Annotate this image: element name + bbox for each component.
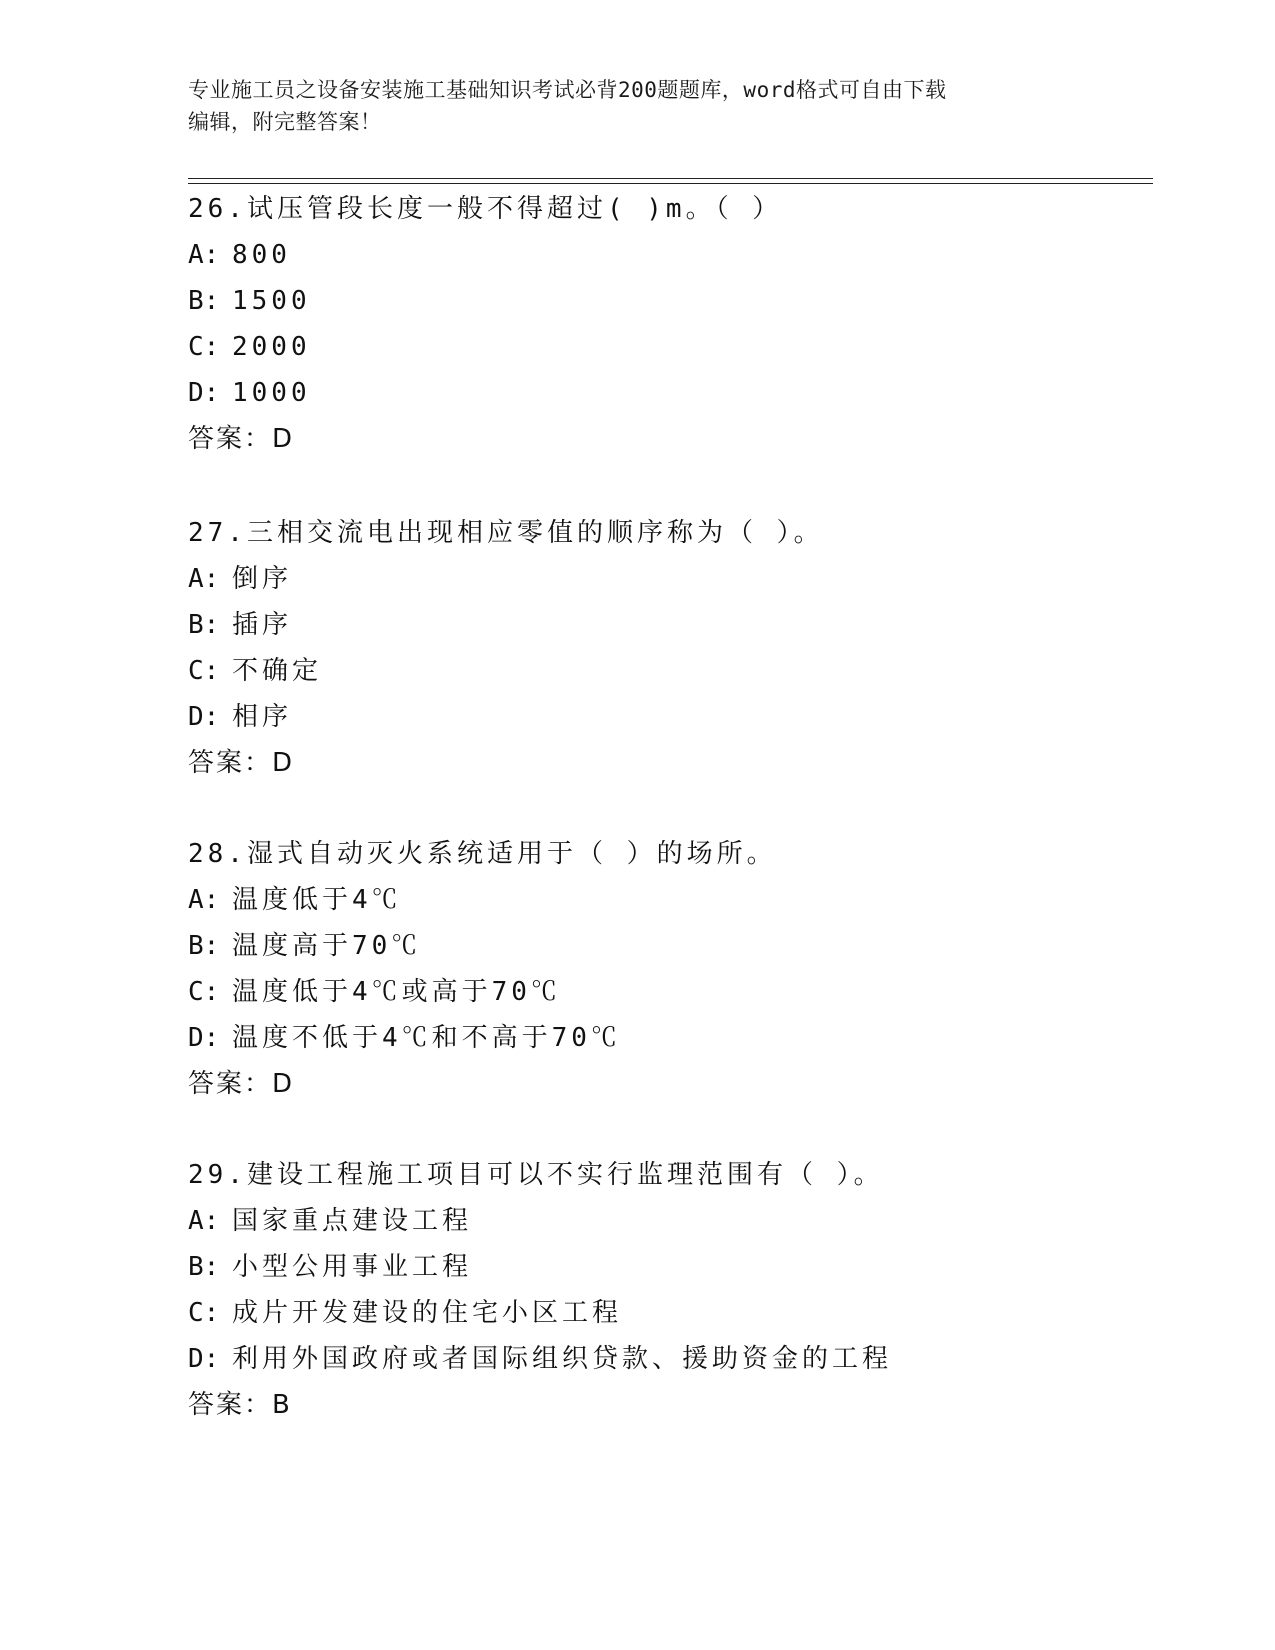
option-c [188, 969, 1148, 1015]
option-key: C: [188, 656, 220, 686]
option-key: D: [188, 702, 220, 732]
option-key: C: [188, 332, 220, 362]
option-key: A: [188, 1206, 220, 1236]
option-c [188, 1290, 1148, 1336]
option-key: D: [188, 378, 220, 408]
option-text: 插序 [232, 610, 293, 640]
header-divider-bottom [188, 183, 1153, 184]
option-b [188, 923, 1148, 969]
option-d [188, 694, 1148, 740]
header-line-2: 编辑，附完整答案！ [188, 110, 382, 134]
option-key: B: [188, 931, 220, 961]
question-stem: 29.建设工程施工项目可以不实行监理范围有（ ）。 [188, 1160, 884, 1190]
option-text: 温度高于70℃ [232, 931, 422, 961]
question-27 [188, 510, 1148, 786]
option-text: 1000 [232, 378, 311, 408]
option-key: B: [188, 1252, 220, 1282]
option-c [188, 324, 1148, 370]
option-key: C: [188, 1298, 220, 1328]
document-header [188, 74, 1088, 138]
option-c [188, 648, 1148, 694]
option-text: 利用外国政府或者国际组织贷款、援助资金的工程 [232, 1344, 893, 1374]
option-b [188, 602, 1148, 648]
option-text: 800 [232, 240, 291, 270]
question-28 [188, 831, 1148, 1107]
option-d [188, 1015, 1148, 1061]
option-text: 1500 [232, 286, 311, 316]
option-a [188, 556, 1148, 602]
question-stem: 28.湿式自动灭火系统适用于（ ）的场所。 [188, 839, 777, 869]
answer: 答案：B [188, 1390, 292, 1420]
option-text: 温度低于4℃或高于70℃ [232, 977, 561, 1007]
header-divider-top [188, 178, 1153, 179]
header-line-1: 专业施工员之设备安装施工基础知识考试必背200题题库，word格式可自由下载 [188, 78, 947, 102]
option-b [188, 1244, 1148, 1290]
answer: 答案：D [188, 748, 295, 778]
option-text: 2000 [232, 332, 311, 362]
option-text: 倒序 [232, 564, 293, 594]
option-text: 小型公用事业工程 [232, 1252, 473, 1282]
option-text: 成片开发建设的住宅小区工程 [232, 1298, 623, 1328]
option-b [188, 278, 1148, 324]
option-key: D: [188, 1023, 220, 1053]
option-text: 不确定 [232, 656, 323, 686]
option-d [188, 1336, 1148, 1382]
option-key: B: [188, 610, 220, 640]
option-key: C: [188, 977, 220, 1007]
option-key: D: [188, 1344, 220, 1374]
option-d [188, 370, 1148, 416]
option-key: A: [188, 564, 220, 594]
option-key: A: [188, 240, 220, 270]
question-stem: 27.三相交流电出现相应零值的顺序称为（ ）。 [188, 518, 824, 548]
option-a [188, 1198, 1148, 1244]
option-text: 温度低于4℃ [232, 885, 402, 915]
option-key: A: [188, 885, 220, 915]
option-a [188, 232, 1148, 278]
question-26 [188, 186, 1148, 462]
question-stem: 26.试压管段长度一般不得超过( )m。（ ） [188, 194, 783, 224]
option-key: B: [188, 286, 220, 316]
answer: 答案：D [188, 424, 295, 454]
option-a [188, 877, 1148, 923]
option-text: 温度不低于4℃和不高于70℃ [232, 1023, 621, 1053]
question-29 [188, 1152, 1148, 1428]
option-text: 国家重点建设工程 [232, 1206, 473, 1236]
answer: 答案：D [188, 1069, 295, 1099]
option-text: 相序 [232, 702, 293, 732]
